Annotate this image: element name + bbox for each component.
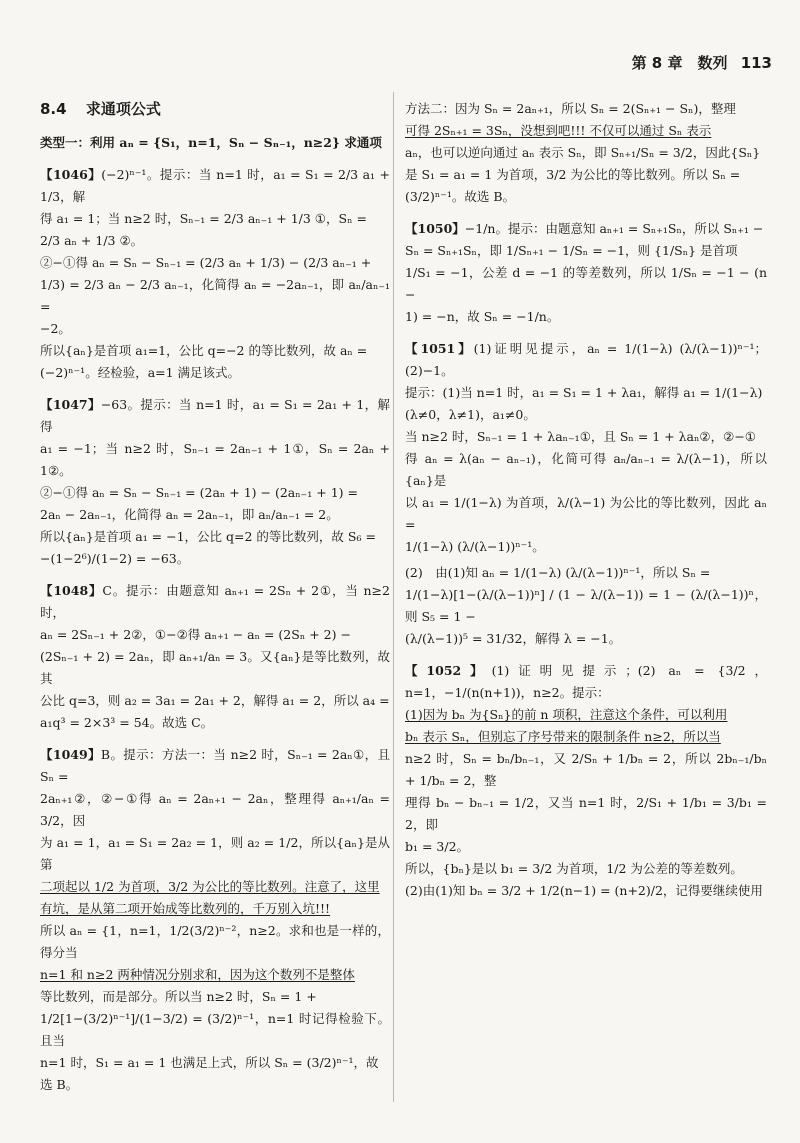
solution-line: 得 aₙ = λ(aₙ − aₙ₋₁)，化简可得 aₙ/aₙ₋₁ = λ/(λ−1)，所以{aₙ}是 xyxy=(405,451,767,488)
solution-line: (1)因为 bₙ 为{Sₙ}的前 n 项积，注意这个条件，可以利用 xyxy=(405,707,728,722)
solution-line: 1/(1−λ)[1−(λ/(λ−1))ⁿ] / (1 − λ/(λ−1)) = 1 − (λ/(λ−1))ⁿ，则 S₅ = 1 − xyxy=(405,587,767,624)
solution-line: (2)由(1)知 bₙ = 3/2 + 1/2(n−1) = (n+2)/2，记得要继续使用 xyxy=(405,883,763,898)
solution-line: −63。提示：当 n=1 时，a₁ = S₁ = 2a₁ + 1，解得 xyxy=(40,397,390,434)
solution-line: 得 a₁ = 1；当 n≥2 时，Sₙ₋₁ = 2/3 aₙ₋₁ + 1/3 ①，Sₙ = xyxy=(40,211,367,226)
solution-line: 所以{aₙ}是首项 a₁ = −1，公比 q=2 的等比数列，故 S₆ = xyxy=(40,529,376,544)
problem-1049 xyxy=(40,744,390,1096)
solution-line: 选 B。 xyxy=(40,1077,79,1092)
page-number: 113 xyxy=(740,54,772,72)
solution-line: (1)证明见提示；(2) aₙ = {3/2，n=1，−1/(n(n+1))，n≥2。提示： xyxy=(405,663,767,700)
problem-number: 【1049】 xyxy=(40,747,101,762)
problem-1049-method-2 xyxy=(405,98,767,208)
solution-line: b₁ = 3/2。 xyxy=(405,839,470,854)
problem-1052 xyxy=(405,660,767,902)
solution-line: 二项起以 1/2 为首项，3/2 为公比的等比数列。注意了，这里 xyxy=(40,879,380,894)
problem-1046 xyxy=(40,164,390,384)
solution-line: (2) 由(1)知 aₙ = 1/(1−λ) (λ/(λ−1))ⁿ⁻¹，所以 Sₙ = xyxy=(405,565,711,580)
solution-line: (−2)ⁿ⁻¹。提示：当 n=1 时，a₁ = S₁ = 2/3 a₁ + 1/3，解 xyxy=(40,167,390,204)
solution-line: 可得 2Sₙ₊₁ = 3Sₙ，没想到吧!!! 不仅可以通过 Sₙ 表示 xyxy=(405,123,712,138)
solution-line: aₙ = 2Sₙ₋₁ + 2②，①−②得 aₙ₊₁ − aₙ = (2Sₙ + 2) − xyxy=(40,627,351,642)
solution-line: 公比 q=3，则 a₂ = 3a₁ = 2a₁ + 2，解得 a₁ = 2，所以 a₄ = xyxy=(40,693,390,708)
solution-line: 所以{aₙ}是首项 a₁=1，公比 q=−2 的等比数列，故 aₙ = xyxy=(40,343,368,358)
solution-line: 所以 aₙ = {1，n=1，1/2(3/2)ⁿ⁻²，n≥2。求和也是一样的，得分当 xyxy=(40,923,390,960)
solution-line: (2Sₙ₋₁ + 2) = 2aₙ，即 aₙ₊₁/aₙ = 3。又{aₙ}是等比数列，故其 xyxy=(40,649,390,686)
solution-line: 1/(1−λ) (λ/(λ−1))ⁿ⁻¹。 xyxy=(405,539,545,554)
solution-line: 1/2[1−(3/2)ⁿ⁻¹]/(1−3/2) = (3/2)ⁿ⁻¹，n=1 时记得检验下。且当 xyxy=(40,1011,390,1048)
solution-line: 方法二：因为 Sₙ = 2aₙ₊₁，所以 Sₙ = 2(Sₙ₊₁ − Sₙ)，整理 xyxy=(405,101,736,116)
section-number: 8.4 xyxy=(40,100,67,118)
right-column xyxy=(405,98,767,912)
solution-line: Sₙ = Sₙ₊₁Sₙ，即 1/Sₙ₊₁ − 1/Sₙ = −1，则 {1/Sₙ} 是首项 xyxy=(405,243,738,258)
solution-line: (1)证明见提示，aₙ = 1/(1−λ) (λ/(λ−1))ⁿ⁻¹；(2)−1。 xyxy=(405,341,767,378)
solution-line: ②−①得 aₙ = Sₙ − Sₙ₋₁ = (2aₙ + 1) − (2aₙ₋₁ + 1) = xyxy=(40,485,358,500)
solution-line: bₙ 表示 Sₙ，但别忘了序号带来的限制条件 n≥2，所以当 xyxy=(405,729,721,744)
solution-line: (−2)ⁿ⁻¹。经检验，a=1 满足该式。 xyxy=(40,365,241,380)
problem-number: 【1048】 xyxy=(40,583,103,598)
solution-line: 为 a₁ = 1，a₁ = S₁ = 2a₂ = 1，则 a₂ = 1/2，所以{aₙ}是从第 xyxy=(40,835,390,872)
solution-line: B。提示：方法一：当 n≥2 时，Sₙ₋₁ = 2aₙ①，且 Sₙ = xyxy=(40,747,390,784)
solution-line: 以 a₁ = 1/(1−λ) 为首项，λ/(λ−1) 为公比的等比数列，因此 aₙ = xyxy=(405,495,767,532)
solution-line: aₙ，也可以逆向通过 aₙ 表示 Sₙ，即 Sₙ₊₁/Sₙ = 3/2，因此{Sₙ} xyxy=(405,145,761,160)
column-divider xyxy=(393,92,394,1102)
page-header xyxy=(632,52,772,73)
section-heading xyxy=(40,98,390,120)
solution-line: n≥2 时，Sₙ = bₙ/bₙ₋₁，又 2/Sₙ + 1/bₙ = 2，所以 2bₙ₋₁/bₙ + 1/bₙ = 2，整 xyxy=(405,751,767,788)
solution-line: 有坑，是从第二项开始成等比数列的，千万别入坑!!! xyxy=(40,901,331,916)
solution-line: 2aₙ₊₁②，②−①得 aₙ = 2aₙ₊₁ − 2aₙ，整理得 aₙ₊₁/aₙ = 3/2，因 xyxy=(40,791,390,828)
solution-line: 等比数列，而是部分。所以当 n≥2 时，Sₙ = 1 + xyxy=(40,989,317,1004)
problem-1047 xyxy=(40,394,390,570)
solution-line: ②−①得 aₙ = Sₙ − Sₙ₋₁ = (2/3 aₙ + 1/3) − (2/3 aₙ₋₁ + xyxy=(40,255,372,270)
solution-line: −(1−2⁶)/(1−2) = −63。 xyxy=(40,551,190,566)
type-heading: 类型一：利用 aₙ = {S₁，n=1，Sₙ − Sₙ₋₁，n≥2} 求通项 xyxy=(40,135,382,150)
chapter-title: 第 8 章 数列 xyxy=(631,54,728,72)
solution-line: 1/S₁ = −1，公差 d = −1 的等差数列，所以 1/Sₙ = −1 − (n − xyxy=(405,265,767,302)
problem-1050 xyxy=(405,218,767,328)
problem-number: 【1052】 xyxy=(405,663,492,678)
solution-line: C。提示：由题意知 aₙ₊₁ = 2Sₙ + 2①，当 n≥2 时， xyxy=(40,583,390,620)
solution-line: 理得 bₙ − bₙ₋₁ = 1/2，又当 n=1 时，2/S₁ + 1/b₁ = 3/b₁ = 2，即 xyxy=(405,795,767,832)
solution-line: n=1 和 n≥2 两种情况分别求和，因为这个数列不是整体 xyxy=(40,967,355,982)
problem-number: 【1051】 xyxy=(405,341,474,356)
solution-line: 1/3) = 2/3 aₙ − 2/3 aₙ₋₁，化简得 aₙ = −2aₙ₋₁，即 aₙ/aₙ₋₁ = xyxy=(40,277,390,314)
solution-line: 1) = −n，故 Sₙ = −1/n。 xyxy=(405,309,560,324)
solution-line: −2。 xyxy=(40,321,71,336)
problem-number: 【1050】 xyxy=(405,221,465,236)
solution-line: 当 n≥2 时，Sₙ₋₁ = 1 + λaₙ₋₁①，且 Sₙ = 1 + λaₙ②，②−① xyxy=(405,429,757,444)
solution-line: 是 S₁ = a₁ = 1 为首项，3/2 为公比的等比数列。所以 Sₙ = xyxy=(405,167,741,182)
solution-line: (λ≠0，λ≠1)，a₁≠0。 xyxy=(405,407,536,422)
problem-number: 【1046】 xyxy=(40,167,102,182)
solution-line: n=1 时，S₁ = a₁ = 1 也满足上式，所以 Sₙ = (3/2)ⁿ⁻¹，故 xyxy=(40,1055,379,1070)
solution-line: 2/3 aₙ + 1/3 ②。 xyxy=(40,233,144,248)
solution-line: a₁ = −1；当 n≥2 时，Sₙ₋₁ = 2aₙ₋₁ + 1①，Sₙ = 2aₙ + 1②。 xyxy=(40,441,390,478)
solution-line: 提示：(1)当 n=1 时，a₁ = S₁ = 1 + λa₁，解得 a₁ = 1/(1−λ) xyxy=(405,385,763,400)
solution-line: −1/n。提示：由题意知 aₙ₊₁ = Sₙ₊₁Sₙ，所以 Sₙ₊₁ − xyxy=(464,221,764,236)
solution-line: 2aₙ − 2aₙ₋₁，化简得 aₙ = 2aₙ₋₁，即 aₙ/aₙ₋₁ = 2。 xyxy=(40,507,339,522)
solution-line: (λ/(λ−1))⁵ = 31/32，解得 λ = −1。 xyxy=(405,631,622,646)
solution-line: a₁q³ = 2×3³ = 54。故选 C。 xyxy=(40,715,214,730)
problem-1051 xyxy=(405,338,767,650)
section-title: 求通项公式 xyxy=(85,100,161,118)
solution-line: (3/2)ⁿ⁻¹。故选 B。 xyxy=(405,189,516,204)
problem-number: 【1047】 xyxy=(40,397,101,412)
left-column xyxy=(40,98,390,1106)
problem-1048 xyxy=(40,580,390,734)
solution-line: 所以，{bₙ}是以 b₁ = 3/2 为首项，1/2 为公差的等差数列。 xyxy=(405,861,743,876)
